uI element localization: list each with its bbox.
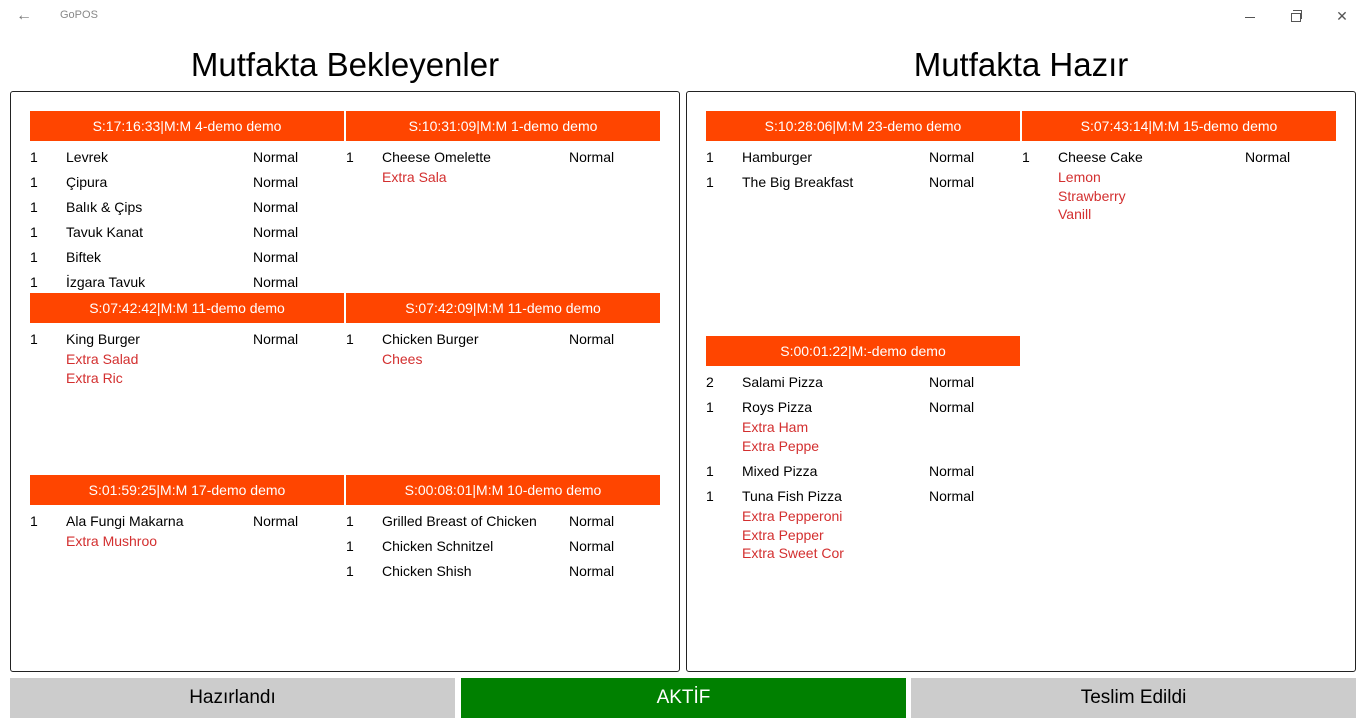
item-quantity: 1 — [706, 174, 714, 190]
order-card[interactable] — [30, 111, 344, 291]
item-quantity: 1 — [30, 274, 38, 290]
order-item[interactable] — [1022, 149, 1336, 224]
order-item[interactable] — [706, 174, 1020, 191]
order-item-row — [30, 199, 344, 216]
item-status: Normal — [569, 331, 615, 347]
order-item[interactable] — [30, 199, 344, 216]
item-status: Normal — [929, 174, 975, 190]
order-card-header: S:10:31:09|M:M 1-demo demo — [346, 111, 660, 141]
order-item-row — [706, 149, 1020, 166]
order-item-row — [706, 374, 1020, 391]
item-name: İzgara Tavuk — [66, 274, 146, 290]
item-quantity: 1 — [30, 224, 38, 240]
title-bar — [0, 0, 1365, 32]
order-card-header: S:07:43:14|M:M 15-demo demo — [1022, 111, 1336, 141]
item-quantity: 1 — [1022, 149, 1030, 165]
item-name: Balık & Çips — [66, 199, 143, 215]
order-item-row — [30, 149, 344, 166]
item-status: Normal — [253, 224, 299, 240]
item-status: Normal — [569, 538, 615, 554]
order-card[interactable] — [706, 336, 1020, 563]
item-status: Normal — [929, 463, 975, 479]
active-button[interactable]: AKTİF — [461, 678, 906, 718]
ready-section-title: Mutfakta Hazır — [913, 46, 1129, 83]
item-name: The Big Breakfast — [742, 174, 854, 190]
item-name: Salami Pizza — [742, 374, 823, 390]
order-item[interactable] — [30, 149, 344, 166]
item-quantity: 1 — [346, 538, 354, 554]
item-quantity: 1 — [706, 399, 714, 415]
item-name: Cheese Omelette — [382, 149, 491, 165]
item-name: Biftek — [66, 249, 102, 265]
order-item-row — [30, 174, 344, 191]
item-name: Roys Pizza — [742, 399, 813, 415]
waiting-section-title: Mutfakta Bekleyenler — [190, 46, 500, 83]
item-name: Grilled Breast of Chicken — [382, 513, 537, 529]
item-quantity: 1 — [30, 249, 38, 265]
item-status: Normal — [929, 488, 975, 504]
item-status: Normal — [253, 331, 299, 347]
order-item[interactable] — [30, 224, 344, 241]
item-extra: Extra Pepper — [742, 526, 824, 543]
order-item[interactable] — [346, 563, 660, 580]
item-status: Normal — [569, 149, 615, 165]
item-name: King Burger — [66, 331, 140, 347]
item-quantity: 1 — [346, 331, 354, 347]
item-status: Normal — [1245, 149, 1291, 165]
item-quantity: 1 — [30, 199, 38, 215]
order-item-row — [346, 563, 660, 580]
item-extra: Extra Sala — [382, 169, 447, 185]
item-name: Çipura — [66, 174, 108, 190]
order-item[interactable] — [706, 399, 1020, 455]
item-name: Hamburger — [742, 149, 813, 165]
order-item[interactable] — [706, 374, 1020, 391]
order-card[interactable] — [706, 111, 1020, 191]
item-status: Normal — [929, 374, 975, 390]
close-icon[interactable]: ✕ — [1336, 8, 1348, 24]
item-status: Normal — [569, 513, 615, 529]
order-card-header: S:07:42:09|M:M 11-demo demo — [346, 293, 660, 323]
minimize-icon[interactable] — [1227, 4, 1273, 28]
order-card[interactable] — [30, 293, 344, 387]
item-status: Normal — [253, 199, 299, 215]
order-item-row — [706, 463, 1020, 480]
order-item[interactable] — [30, 513, 344, 551]
item-extra: Extra Salad — [66, 351, 139, 367]
ready-orders-panel — [686, 91, 1356, 672]
item-name: Chicken Burger — [382, 331, 479, 347]
order-item-row — [346, 331, 660, 348]
order-item-row — [346, 149, 660, 166]
order-card[interactable] — [1022, 111, 1336, 224]
item-name: Ala Fungi Makarna — [66, 513, 184, 529]
order-card-header: S:00:08:01|M:M 10-demo demo — [346, 475, 660, 505]
item-status: Normal — [253, 513, 299, 529]
order-item[interactable] — [706, 488, 1020, 563]
order-item[interactable] — [346, 149, 660, 187]
item-extra: Extra Peppe — [742, 437, 820, 454]
item-extra: Extra Ham — [742, 419, 809, 435]
item-name: Cheese Cake — [1058, 149, 1143, 165]
item-status: Normal — [929, 399, 975, 415]
item-quantity: 1 — [346, 563, 354, 579]
order-item[interactable] — [346, 513, 660, 530]
item-quantity: 1 — [346, 149, 354, 165]
item-name: Mixed Pizza — [742, 463, 818, 479]
order-item[interactable] — [30, 174, 344, 191]
order-item-row — [1022, 149, 1336, 166]
order-card[interactable] — [346, 111, 660, 187]
order-item[interactable] — [346, 331, 660, 369]
item-quantity: 2 — [706, 374, 714, 390]
item-quantity: 1 — [30, 331, 38, 347]
item-status: Normal — [253, 249, 299, 265]
order-item-row — [30, 224, 344, 241]
item-quantity: 1 — [30, 174, 38, 190]
order-item-row — [346, 538, 660, 555]
item-name: Levrek — [66, 149, 109, 165]
order-item[interactable] — [706, 463, 1020, 480]
maximize-icon[interactable] — [1273, 4, 1319, 28]
item-status: Normal — [569, 563, 615, 579]
item-extra: Strawberry — [1058, 187, 1126, 204]
item-extra: Extra Pepperoni — [742, 508, 843, 524]
order-item[interactable] — [30, 274, 344, 291]
order-card-header: S:10:28:06|M:M 23-demo demo — [706, 111, 1020, 141]
order-item[interactable] — [346, 538, 660, 555]
order-item-row — [346, 513, 660, 530]
item-quantity: 1 — [706, 488, 714, 504]
waiting-orders-panel — [10, 91, 680, 672]
item-status: Normal — [253, 174, 299, 190]
item-extra: Extra Sweet Cor — [742, 545, 844, 561]
item-status: Normal — [253, 149, 299, 165]
item-name: Tavuk Kanat — [66, 224, 144, 240]
order-card-header: S:01:59:25|M:M 17-demo demo — [30, 475, 344, 505]
order-item[interactable] — [30, 331, 344, 387]
item-name: Chicken Schnitzel — [382, 538, 494, 554]
order-item-row — [706, 174, 1020, 191]
order-item-row — [706, 399, 1020, 416]
order-card[interactable] — [346, 293, 660, 369]
item-quantity: 1 — [30, 513, 38, 529]
item-quantity: 1 — [706, 463, 714, 479]
order-card-header: S:00:01:22|M:-demo demo — [706, 336, 1020, 366]
item-quantity: 1 — [706, 149, 714, 165]
app-title: GoPOS — [60, 9, 98, 21]
item-extra: Extra Mushroo — [66, 533, 158, 549]
order-card-header: S:17:16:33|M:M 4-demo demo — [30, 111, 344, 141]
order-item-row — [30, 513, 344, 530]
item-status: Normal — [253, 274, 299, 290]
item-status: Normal — [929, 149, 975, 165]
item-extra: Vanill — [1058, 206, 1092, 222]
item-name: Tuna Fish Pizza — [742, 488, 842, 504]
order-card[interactable] — [346, 475, 660, 580]
order-card-header: S:07:42:42|M:M 11-demo demo — [30, 293, 344, 323]
item-extra: Lemon — [1058, 169, 1101, 185]
order-item-row — [30, 274, 344, 291]
item-quantity: 1 — [346, 513, 354, 529]
item-name: Chicken Shish — [382, 563, 472, 579]
ready-button[interactable]: Hazırlandı — [10, 678, 455, 718]
order-item-row — [706, 488, 1020, 505]
back-arrow-icon[interactable]: ← — [16, 7, 32, 24]
order-item-row — [30, 249, 344, 266]
item-quantity: 1 — [30, 149, 38, 165]
item-extra: Chees — [382, 351, 423, 367]
order-item[interactable] — [30, 249, 344, 266]
order-item-row — [30, 331, 344, 348]
order-card[interactable] — [30, 475, 344, 551]
order-item[interactable] — [706, 149, 1020, 166]
item-extra: Extra Ric — [66, 369, 123, 386]
delivered-button[interactable]: Teslim Edildi — [911, 678, 1356, 718]
